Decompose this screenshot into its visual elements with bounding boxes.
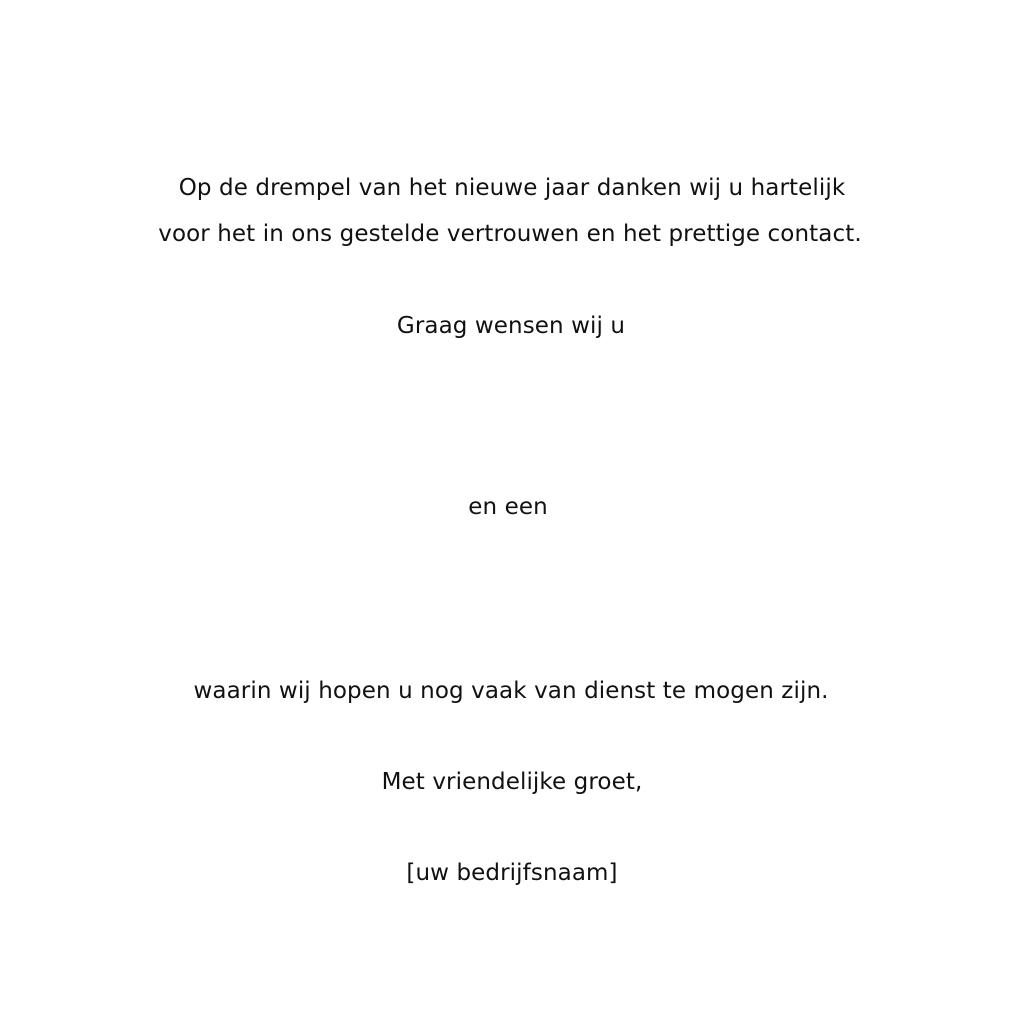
- connector-text: en een: [468, 494, 548, 520]
- greeting-text: Met vriendelijke groet,: [381, 769, 643, 795]
- thanks-line-2: voor het in ons gestelde vertrouwen en het prettige contact.: [158, 221, 862, 247]
- thanks-line-1: Op de drempel van het nieuwe jaar danken wij u hartelijk: [178, 175, 846, 201]
- closing-wish: waarin wij hopen u nog vaak van dienst te mogen zijn.: [193, 678, 829, 704]
- wish-intro: Graag wensen wij u: [396, 313, 626, 339]
- company-name-placeholder: [uw bedrijfsnaam]: [406, 860, 618, 886]
